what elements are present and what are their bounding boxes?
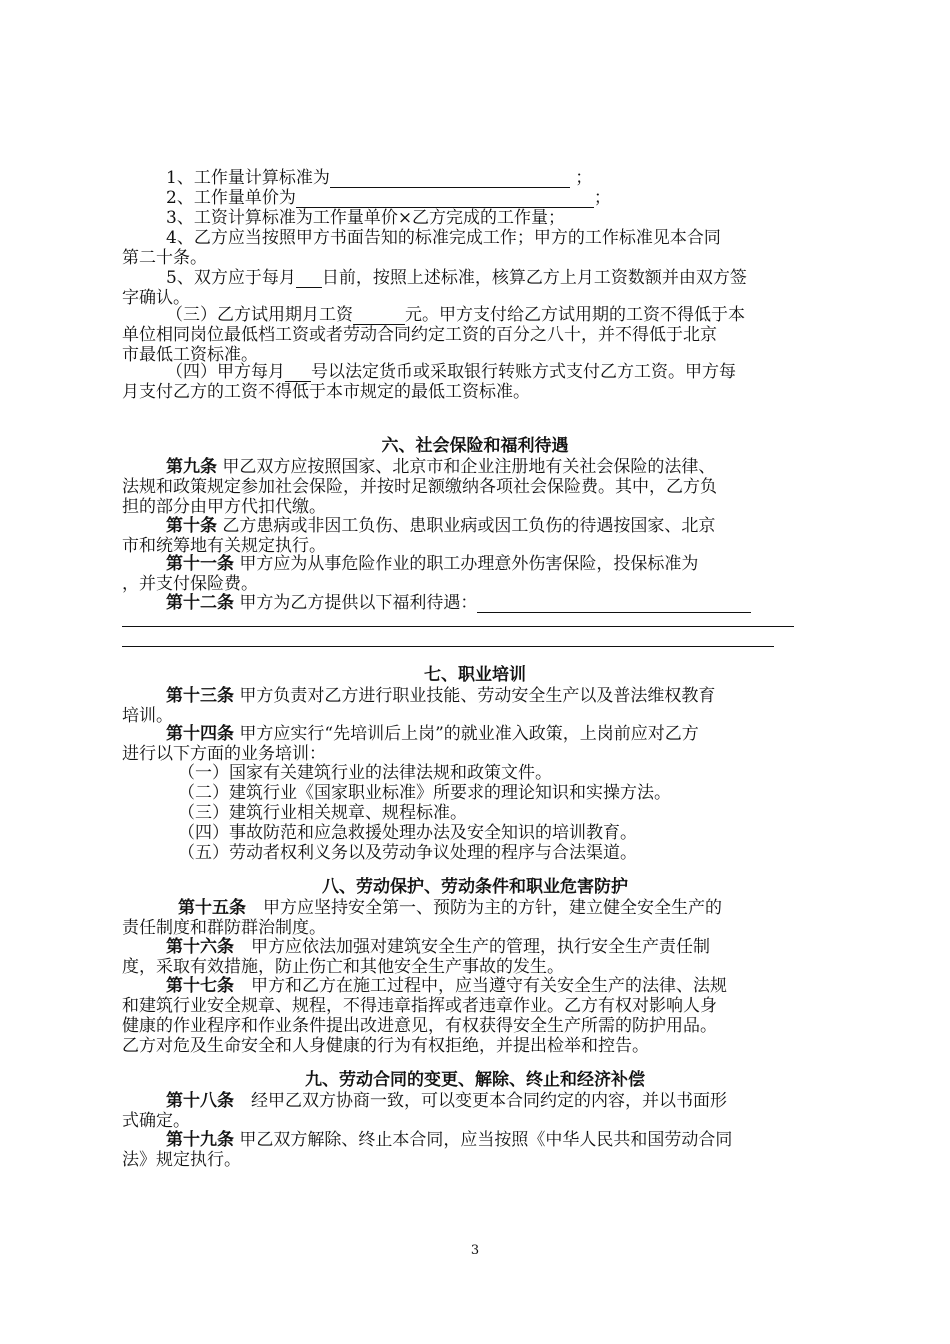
- article-19-label: 第十九条: [166, 1130, 234, 1150]
- probation-label: （三）乙方试用期月工资: [166, 305, 353, 325]
- article-16: [166, 937, 872, 957]
- article-13-line2: 培训。: [122, 706, 173, 726]
- probation-line3: 市最低工资标准。: [122, 345, 258, 365]
- article-17-line3: 健康的作业程序和作业条件提出改进意见，有权获得安全生产所需的防护用品。: [122, 1016, 717, 1036]
- training-item-1: （一）国家有关建筑行业的法律法规和政策文件。: [178, 763, 552, 783]
- training-item-4: （四）事故防范和应急救援处理办法及安全知识的培训教育。: [178, 823, 637, 843]
- article-17-text: 甲方和乙方在施工过程中，应当遵守有关安全生产的法律、法规: [234, 976, 727, 996]
- article-13-label: 第十三条: [166, 686, 234, 706]
- article-9-text: 甲乙双方应按照国家、北京市和企业注册地有关社会保险的法律、: [217, 457, 716, 477]
- payday-line2: 月支付乙方的工资不得低于本市规定的最低工资标准。: [122, 382, 530, 402]
- wage-item-2-label: 2、工作量单价为: [166, 188, 296, 208]
- section-9-title: 九、劳动合同的变更、解除、终止和经济补偿: [305, 1070, 645, 1090]
- article-9-line3: 担的部分由甲方代扣代缴。: [122, 497, 326, 517]
- page-number: 3: [470, 1243, 480, 1258]
- section-7-title: 七、职业培训: [424, 665, 526, 685]
- article-13-text: 甲方负责对乙方进行职业技能、劳动安全生产以及普法维权教育: [234, 686, 716, 706]
- article-19: [166, 1130, 872, 1150]
- wage-item-5-line2: 字确认。: [122, 288, 190, 308]
- wage-item-2-end: ；: [593, 188, 611, 208]
- article-18: [166, 1091, 872, 1111]
- training-item-2: （二）建筑行业《国家职业标准》所要求的理论知识和实操方法。: [178, 783, 671, 803]
- blank-field: [353, 307, 405, 325]
- article-10-line2: 市和统筹地有关规定执行。: [122, 536, 326, 556]
- payday-text: 号以法定货币或采取银行转账方式支付乙方工资。甲方每: [311, 362, 736, 382]
- article-19-line2: 法》规定执行。: [122, 1150, 241, 1170]
- payday-clause: [166, 362, 872, 382]
- article-12-label: 第十二条: [166, 593, 234, 613]
- wage-item-3: 3、工资计算标准为工作量单价×乙方完成的工作量；: [166, 208, 566, 228]
- article-11: [166, 554, 872, 574]
- article-14-label: 第十四条: [166, 724, 234, 744]
- blank-line: [122, 626, 794, 627]
- article-15-line2: 责任制度和群防群治制度。: [122, 918, 326, 938]
- article-14-text: 甲方应实行“先培训后上岗”的就业准入政策，上岗前应对乙方: [234, 724, 699, 744]
- article-15-text: 甲方应坚持安全第一、预防为主的方针，建立健全安全生产的: [246, 898, 722, 918]
- article-15: [178, 898, 884, 918]
- section-8-title: 八、劳动保护、劳动条件和职业危害防护: [322, 877, 628, 897]
- blank-field: [477, 595, 751, 613]
- article-11-label: 第十一条: [166, 554, 234, 574]
- probation-line2: 单位相同岗位最低档工资或者劳动合同约定工资的百分之八十，并不得低于北京: [122, 325, 717, 345]
- article-18-label: 第十八条: [166, 1091, 234, 1111]
- article-14-line2: 进行以下方面的业务培训：: [122, 744, 326, 764]
- training-item-3: （三）建筑行业相关规章、规程标准。: [178, 803, 467, 823]
- wage-item-1: [166, 168, 872, 188]
- article-11-line2: ，并支付保险费。: [122, 574, 258, 594]
- blank-field: [296, 270, 322, 288]
- article-9-label: 第九条: [166, 457, 217, 477]
- payday-label: （四）甲方每月: [166, 362, 285, 382]
- probation-text: 元。甲方支付给乙方试用期的工资不得低于本: [405, 305, 745, 325]
- wage-item-5: [166, 268, 872, 288]
- article-14: [166, 724, 872, 744]
- article-19-text: 甲乙双方解除、终止本合同，应当按照《中华人民共和国劳动合同: [234, 1130, 733, 1150]
- wage-item-4-line2: 第二十条。: [122, 248, 207, 268]
- article-17-line2: 和建筑行业安全规章、规程，不得违章指挥或者违章作业。乙方有权对影响人身: [122, 996, 717, 1016]
- training-item-5: （五）劳动者权利义务以及劳动争议处理的程序与合法渠道。: [178, 843, 637, 863]
- article-12: [166, 593, 872, 613]
- article-15-label: 第十五条: [178, 898, 246, 918]
- article-10-label: 第十条: [166, 516, 217, 536]
- wage-item-5-label: 5、双方应于每月: [166, 268, 296, 288]
- article-9-line2: 法规和政策规定参加社会保险，并按时足额缴纳各项社会保险费。其中，乙方负: [122, 477, 717, 497]
- article-16-line2: 度，采取有效措施，防止伤亡和其他安全生产事故的发生。: [122, 957, 564, 977]
- article-12-text: 甲方为乙方提供以下福利待遇：: [234, 593, 478, 613]
- article-18-text: 经甲乙双方协商一致，可以变更本合同约定的内容，并以书面形: [234, 1091, 727, 1111]
- probation-wage: [166, 305, 872, 325]
- wage-item-2: [166, 188, 872, 208]
- article-9: [166, 457, 872, 477]
- blank-field: [330, 170, 570, 188]
- article-13: [166, 686, 872, 706]
- wage-item-4-line1: 4、乙方应当按照甲方书面告知的标准完成工作；甲方的工作标准见本合同: [166, 228, 721, 248]
- wage-item-1-end: ；: [569, 168, 593, 188]
- article-10: [166, 516, 872, 536]
- article-18-line2: 式确定。: [122, 1111, 190, 1131]
- article-16-label: 第十六条: [166, 937, 234, 957]
- article-16-text: 甲方应依法加强对建筑安全生产的管理，执行安全生产责任制: [234, 937, 710, 957]
- blank-field: [285, 364, 311, 382]
- article-17-label: 第十七条: [166, 976, 234, 996]
- blank-line: [122, 646, 774, 647]
- wage-item-1-label: 1、工作量计算标准为: [166, 168, 330, 188]
- article-17: [166, 976, 872, 996]
- article-17-line4: 乙方对危及生命安全和人身健康的行为有权拒绝，并提出检举和控告。: [122, 1036, 649, 1056]
- section-6-title: 六、社会保险和福利待遇: [381, 436, 569, 456]
- article-11-text: 甲方应为从事危险作业的职工办理意外伤害保险，投保标准为: [234, 554, 699, 574]
- blank-field: [296, 190, 594, 208]
- article-10-text: 乙方患病或非因工负伤、患职业病或因工负伤的待遇按国家、北京: [217, 516, 716, 536]
- wage-item-5-text: 日前，按照上述标准，核算乙方上月工资数额并由双方签: [321, 268, 747, 288]
